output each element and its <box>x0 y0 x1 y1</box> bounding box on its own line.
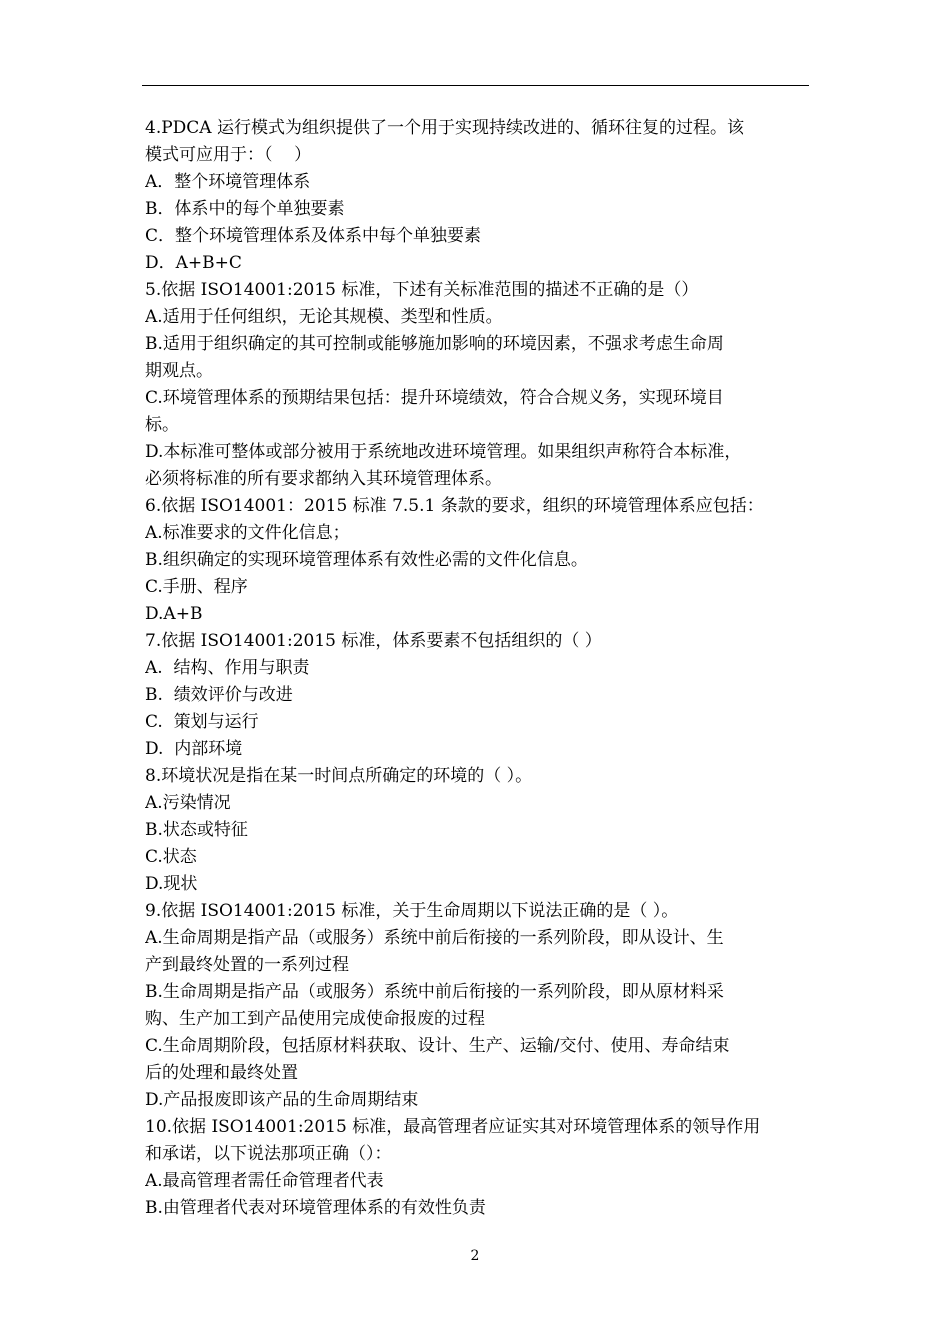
text-line: C.环境管理体系的预期结果包括：提升环境绩效，符合合规义务，实现环境目 <box>145 388 724 408</box>
text-line: C.状态 <box>145 847 197 867</box>
text-line: A. 结构、作用与职责 <box>145 658 310 678</box>
text-line: A.适用于任何组织，无论其规模、类型和性质。 <box>145 307 503 327</box>
text-line: D. 内部环境 <box>145 739 243 759</box>
text-line: 9.依据 ISO14001:2015 标准，关于生命周期以下说法正确的是（ ）。 <box>145 901 679 921</box>
text-line: D.现状 <box>145 874 198 894</box>
text-line: A.标准要求的文件化信息； <box>145 523 350 543</box>
text-line: A.生命周期是指产品（或服务）系统中前后衔接的一系列阶段，即从设计、生 <box>145 928 724 948</box>
text-line: 期观点。 <box>145 361 213 381</box>
text-line: 4.PDCA 运行模式为组织提供了一个用于实现持续改进的、循环往复的过程。该 <box>145 118 744 138</box>
text-line: D．A+B+C <box>145 253 242 273</box>
text-line: C.生命周期阶段，包括原材料获取、设计、生产、运输/交付、使用、寿命结束 <box>145 1036 730 1056</box>
text-line: 购、生产加工到产品使用完成使命报废的过程 <box>145 1009 485 1029</box>
text-line: B. 绩效评价与改进 <box>145 685 293 705</box>
text-line: 模式可应用于：（ ） <box>145 145 312 165</box>
text-line: B.由管理者代表对环境管理体系的有效性负责 <box>145 1198 486 1218</box>
text-line: B．体系中的每个单独要素 <box>145 199 345 219</box>
text-line: B.组织确定的实现环境管理体系有效性必需的文件化信息。 <box>145 550 588 570</box>
text-line: B.适用于组织确定的其可控制或能够施加影响的环境因素，不强求考虑生命周 <box>145 334 724 354</box>
page-body <box>145 115 809 1222</box>
text-line: A.污染情况 <box>145 793 231 813</box>
text-line: A.最高管理者需任命管理者代表 <box>145 1171 384 1191</box>
text-line: B.状态或特征 <box>145 820 248 840</box>
header-rule <box>142 85 809 86</box>
text-line: D.产品报废即该产品的生命周期结束 <box>145 1090 419 1110</box>
page-number: 2 <box>470 1248 480 1264</box>
text-line: B.生命周期是指产品（或服务）系统中前后衔接的一系列阶段，即从原材料采 <box>145 982 724 1002</box>
text-line: C.手册、程序 <box>145 577 248 597</box>
text-line: 产到最终处置的一系列过程 <box>145 955 349 975</box>
text-line: C. 策划与运行 <box>145 712 259 732</box>
text-line: 和承诺，以下说法那项正确（）： <box>145 1144 392 1164</box>
text-line: 后的处理和最终处置 <box>145 1063 298 1083</box>
text-line: D.本标准可整体或部分被用于系统地改进环境管理。如果组织声称符合本标准， <box>145 442 742 462</box>
text-line: 10.依据 ISO14001:2015 标准，最高管理者应证实其对环境管理体系的领导作用 <box>145 1117 761 1137</box>
text-line: A．整个环境管理体系 <box>145 172 311 192</box>
text-line: C．整个环境管理体系及体系中每个单独要素 <box>145 226 482 246</box>
text-line: D.A+B <box>145 604 203 624</box>
text-line: 5.依据 ISO14001:2015 标准，下述有关标准范围的描述不正确的是（） <box>145 280 699 300</box>
text-line: 8.环境状况是指在某一时间点所确定的环境的（ ）。 <box>145 766 533 786</box>
text-line: 标。 <box>145 415 179 435</box>
text-line: 7.依据 ISO14001:2015 标准，体系要素不包括组织的（ ） <box>145 631 602 651</box>
text-line: 6.依据 ISO14001：2015 标准 7.5.1 条款的要求，组织的环境管理体系应包括： <box>145 496 764 516</box>
text-line: 必须将标准的所有要求都纳入其环境管理体系。 <box>145 469 502 489</box>
